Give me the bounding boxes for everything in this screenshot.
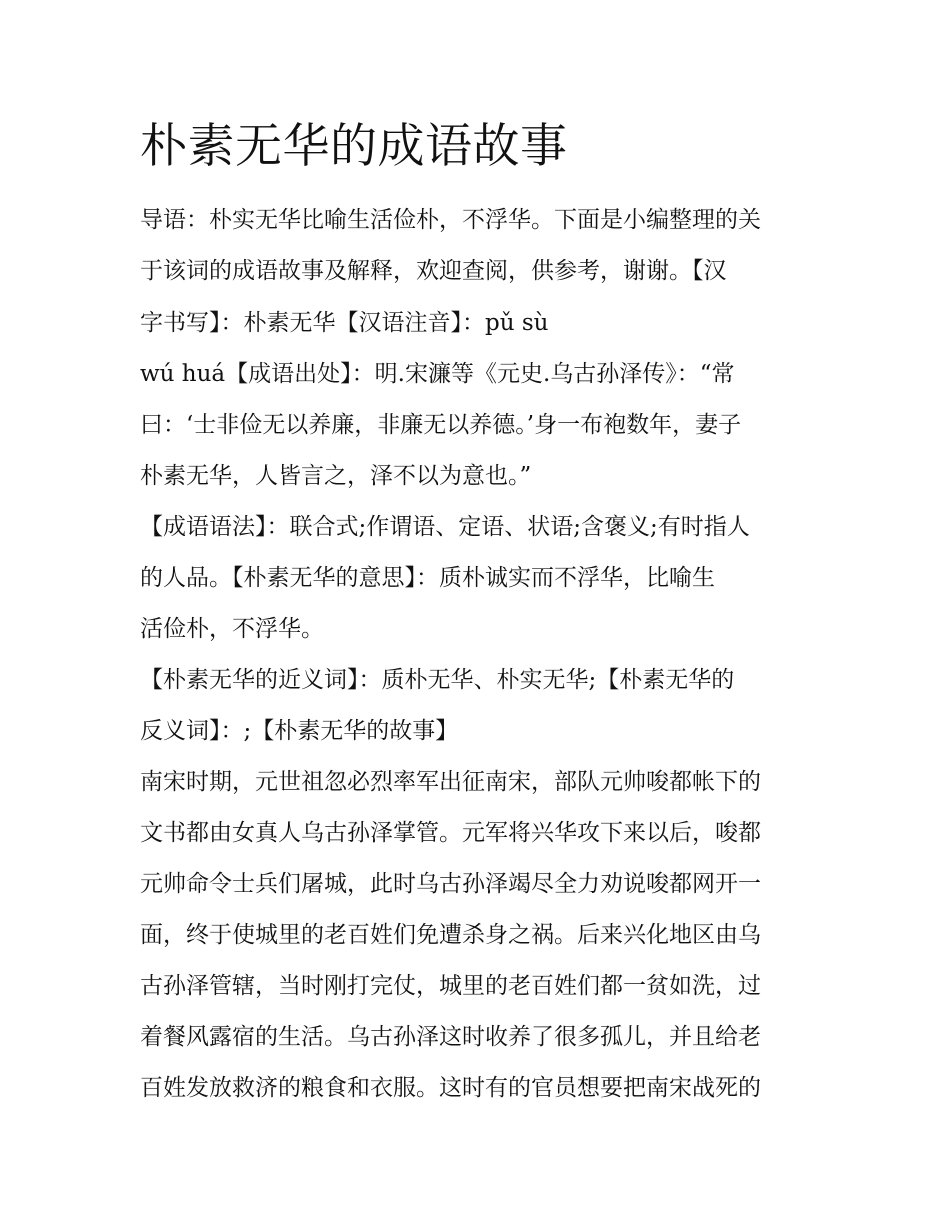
- text-line: 着餐风露宿的生活。乌古孙泽这时收养了很多孤儿，并且给老: [140, 1024, 761, 1050]
- text-line: 【朴素无华的近义词】：质朴无华、朴实无华;【朴素无华的: [140, 667, 735, 693]
- text-line: 【成语语法】：联合式;作谓语、定语、状语;含褒义;有时指人: [140, 514, 750, 540]
- text-line: 南宋时期，元世祖忽必烈率军出征南宋，部队元帅唆都帐下的: [140, 769, 761, 795]
- text-line: 朴素无华，人皆言之，泽不以为意也。”: [140, 463, 532, 489]
- text-line: 于该词的成语故事及解释，欢迎查阅，供参考，谢谢。【汉: [140, 258, 727, 284]
- text-line: 的人品。【朴素无华的意思】：质朴诚实而不浮华，比喻生: [140, 565, 715, 591]
- text-line: 反义词】：;【朴素无华的故事】: [140, 718, 459, 744]
- text-line: 面，终于使城里的老百姓们免遭杀身之祸。后来兴化地区由乌: [140, 922, 761, 948]
- text-line: 导语：朴实无华比喻生活俭朴，不浮华。下面是小编整理的关: [140, 207, 761, 233]
- text-line: 文书都由女真人乌古孙泽掌管。元军将兴华攻下来以后，唆都: [140, 820, 761, 846]
- text-line: 曰：‘士非俭无以养廉，非廉无以养德。’身一布袍数年，妻子: [140, 412, 742, 438]
- text-line: 百姓发放救济的粮食和衣服。这时有的官员想要把南宋战死的: [140, 1075, 761, 1101]
- text-line: 元帅命令士兵们屠城，此时乌古孙泽竭尽全力劝说唆都网开一: [140, 871, 761, 897]
- text-line: 字书写】：朴素无华【汉语注音】：pǔ sù: [140, 310, 549, 336]
- text-line: 活俭朴，不浮华。: [140, 616, 324, 642]
- text-line: wú huá【成语出处】：明.宋濂等《元史.乌古孙泽传》：“常: [140, 361, 735, 387]
- document-title: 朴素无华的成语故事: [140, 119, 568, 174]
- text-line: 古孙泽管辖，当时刚打完仗，城里的老百姓们都一贫如洗，过: [140, 973, 761, 999]
